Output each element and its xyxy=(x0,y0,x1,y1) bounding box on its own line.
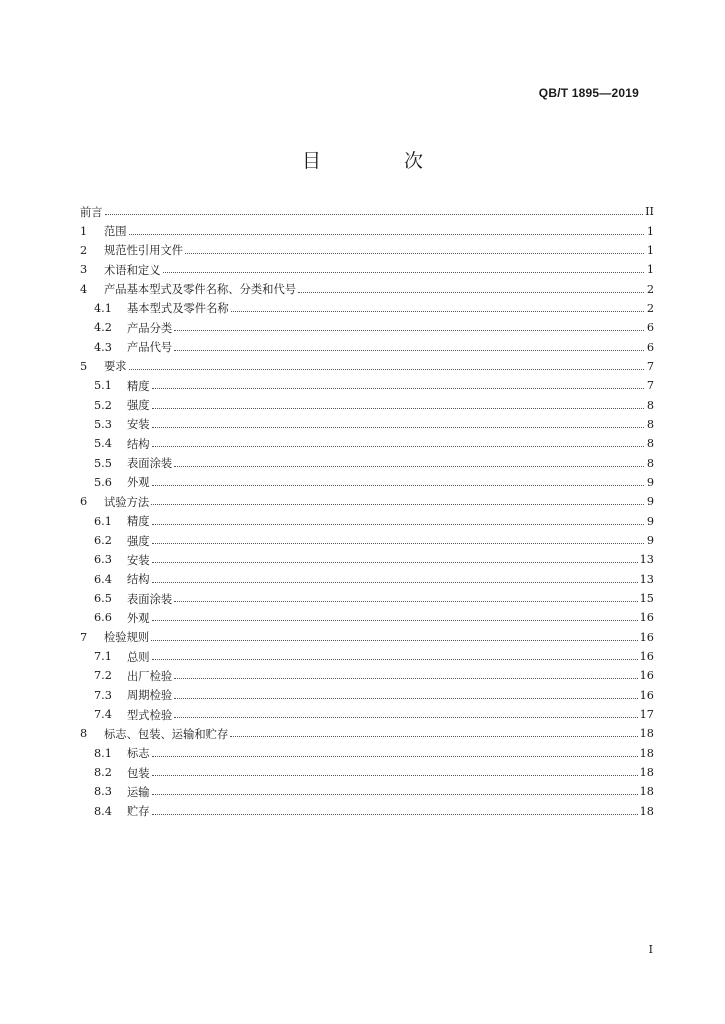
table-of-contents xyxy=(80,202,654,821)
toc-entry-page: 1 xyxy=(646,224,654,238)
dot-leader xyxy=(129,369,644,370)
toc-entry-number: 8.2 xyxy=(94,766,112,780)
toc-entry[interactable] xyxy=(80,589,654,608)
toc-entry-number: 6.5 xyxy=(94,592,112,606)
toc-entry-label: 安装 xyxy=(127,553,150,567)
toc-entry-number: 6.2 xyxy=(94,534,112,548)
toc-entry-label: 贮存 xyxy=(127,805,150,819)
toc-entry[interactable] xyxy=(80,299,654,318)
dot-leader xyxy=(152,620,638,621)
toc-entry-label: 总则 xyxy=(127,650,150,664)
toc-entry-label: 产品基本型式及零件名称、分类和代号 xyxy=(104,283,297,297)
toc-entry-page: 8 xyxy=(646,417,654,431)
toc-entry-label: 包装 xyxy=(127,766,150,780)
toc-entry-label: 基本型式及零件名称 xyxy=(127,302,229,316)
toc-entry[interactable] xyxy=(80,512,654,531)
toc-entry-number: 7.1 xyxy=(94,650,112,664)
toc-entry-number: 7.2 xyxy=(94,669,112,683)
toc-entry[interactable] xyxy=(80,376,654,395)
dot-leader xyxy=(174,330,644,331)
toc-entry-number: 7 xyxy=(80,630,88,644)
toc-entry-label: 强度 xyxy=(127,399,150,413)
dot-leader xyxy=(152,775,638,776)
toc-entry[interactable] xyxy=(80,260,654,279)
dot-leader xyxy=(151,504,644,505)
toc-entry-number: 1 xyxy=(80,224,88,238)
toc-entry[interactable] xyxy=(80,705,654,724)
page-title: 目 次 xyxy=(301,150,455,172)
toc-entry-page: 17 xyxy=(639,708,654,722)
toc-entry[interactable] xyxy=(80,473,654,492)
toc-entry-page: 2 xyxy=(646,282,654,296)
toc-entry[interactable] xyxy=(80,395,654,414)
toc-entry-number: 5.5 xyxy=(94,456,112,470)
toc-entry[interactable] xyxy=(80,221,654,240)
dot-leader xyxy=(105,214,643,215)
toc-entry-number: 6.4 xyxy=(94,572,112,586)
toc-entry[interactable] xyxy=(80,782,654,801)
toc-entry-label: 检验规则 xyxy=(104,631,150,645)
toc-entry[interactable] xyxy=(80,570,654,589)
toc-entry-number: 8.3 xyxy=(94,785,112,799)
toc-entry-page: 2 xyxy=(646,301,654,315)
toc-entry-number: 3 xyxy=(80,263,88,277)
toc-entry-page: 1 xyxy=(646,243,654,257)
dot-leader xyxy=(152,543,644,544)
dot-leader xyxy=(298,292,644,293)
toc-entry-number: 8 xyxy=(80,727,88,741)
toc-entry-page: 8 xyxy=(646,398,654,412)
toc-entry-label: 外观 xyxy=(127,476,150,490)
toc-entry-page: 18 xyxy=(639,746,654,760)
toc-entry-label: 精度 xyxy=(127,515,150,529)
toc-entry[interactable] xyxy=(80,744,654,763)
dot-leader xyxy=(151,640,637,641)
toc-entry-label: 周期检验 xyxy=(127,689,173,703)
toc-entry-number: 5.2 xyxy=(94,398,112,412)
toc-entry-label: 安装 xyxy=(127,418,150,432)
toc-entry-number: 7.4 xyxy=(94,708,112,722)
toc-entry-number: 6.1 xyxy=(94,514,112,528)
dot-leader xyxy=(152,756,638,757)
toc-entry-label: 范围 xyxy=(104,225,127,239)
toc-entry[interactable] xyxy=(80,337,654,356)
toc-entry-label: 产品分类 xyxy=(127,321,173,335)
dot-leader xyxy=(152,485,644,486)
toc-entry-page: 1 xyxy=(646,263,654,277)
toc-entry-label: 术语和定义 xyxy=(104,263,161,277)
dot-leader xyxy=(152,794,638,795)
toc-entry-page: 13 xyxy=(639,572,654,586)
toc-entry-page: 7 xyxy=(646,379,654,393)
toc-entry[interactable] xyxy=(80,724,654,743)
dot-leader xyxy=(152,524,644,525)
toc-entry[interactable] xyxy=(80,531,654,550)
toc-entry[interactable] xyxy=(80,279,654,298)
standard-code: QB/T 1895—2019 xyxy=(538,86,639,100)
dot-leader xyxy=(152,814,638,815)
toc-entry-label: 结构 xyxy=(127,573,150,587)
toc-entry-label: 试验方法 xyxy=(104,495,150,509)
toc-entry[interactable] xyxy=(80,357,654,376)
toc-entry[interactable] xyxy=(80,415,654,434)
dot-leader xyxy=(152,582,638,583)
toc-entry-page: 9 xyxy=(646,534,654,548)
toc-entry-number: 5.4 xyxy=(94,437,112,451)
toc-entry[interactable] xyxy=(80,318,654,337)
toc-entry-number: 8.1 xyxy=(94,746,112,760)
toc-entry[interactable] xyxy=(80,608,654,627)
toc-entry-label: 产品代号 xyxy=(127,341,173,355)
toc-entry-page: 6 xyxy=(646,321,654,335)
toc-entry[interactable] xyxy=(80,666,654,685)
toc-entry[interactable] xyxy=(80,550,654,569)
dot-leader xyxy=(174,717,637,718)
toc-entry-label: 表面涂装 xyxy=(127,457,173,471)
toc-entry[interactable] xyxy=(80,453,654,472)
toc-entry-label: 标志 xyxy=(127,747,150,761)
toc-entry-number: 2 xyxy=(80,243,88,257)
dot-leader xyxy=(174,466,644,467)
dot-leader xyxy=(152,388,644,389)
dot-leader xyxy=(231,311,644,312)
dot-leader xyxy=(152,408,644,409)
dot-leader xyxy=(230,736,637,737)
dot-leader xyxy=(152,446,644,447)
dot-leader xyxy=(185,253,644,254)
toc-entry-page: 9 xyxy=(646,495,654,509)
toc-entry[interactable] xyxy=(80,647,654,666)
dot-leader xyxy=(174,350,644,351)
toc-entry-page: 16 xyxy=(639,611,654,625)
toc-entry-label: 强度 xyxy=(127,534,150,548)
toc-entry-label: 要求 xyxy=(104,360,127,374)
toc-entry-number: 5.3 xyxy=(94,417,112,431)
dot-leader xyxy=(152,427,644,428)
toc-entry-number: 4.1 xyxy=(94,301,112,315)
toc-entry-page: 7 xyxy=(646,359,654,373)
toc-entry[interactable] xyxy=(80,628,654,647)
toc-entry-page: 18 xyxy=(639,804,654,818)
toc-entry-label: 外观 xyxy=(127,611,150,625)
toc-entry-label: 运输 xyxy=(127,785,150,799)
toc-entry[interactable] xyxy=(80,434,654,453)
toc-entry-label: 型式检验 xyxy=(127,708,173,722)
dot-leader xyxy=(174,601,637,602)
dot-leader xyxy=(152,659,638,660)
toc-entry-number: 6.6 xyxy=(94,611,112,625)
toc-entry-number: 6 xyxy=(80,495,88,509)
toc-entry-label: 规范性引用文件 xyxy=(104,244,184,258)
toc-entry-number: 7.3 xyxy=(94,688,112,702)
toc-entry-page: 6 xyxy=(646,340,654,354)
toc-entry-page: 16 xyxy=(639,650,654,664)
toc-entry[interactable] xyxy=(80,492,654,511)
toc-entry[interactable] xyxy=(80,241,654,260)
toc-entry-number: 6.3 xyxy=(94,553,112,567)
toc-entry-number: 8.4 xyxy=(94,804,112,818)
toc-entry-label: 结构 xyxy=(127,437,150,451)
dot-leader xyxy=(174,678,637,679)
toc-entry[interactable] xyxy=(80,686,654,705)
toc-entry-page: 18 xyxy=(639,727,654,741)
toc-entry-label: 前言 xyxy=(80,205,103,219)
toc-entry-page: 18 xyxy=(639,766,654,780)
toc-entry-label: 表面涂装 xyxy=(127,592,173,606)
dot-leader xyxy=(152,562,638,563)
toc-entry-page: II xyxy=(645,205,654,219)
toc-entry-number: 5.1 xyxy=(94,379,112,393)
toc-entry-page: 9 xyxy=(646,514,654,528)
toc-entry-page: 16 xyxy=(639,688,654,702)
toc-entry-page: 16 xyxy=(639,669,654,683)
toc-entry-number: 5.6 xyxy=(94,475,112,489)
toc-entry[interactable] xyxy=(80,763,654,782)
toc-entry-number: 4.2 xyxy=(94,321,112,335)
dot-leader xyxy=(174,698,637,699)
toc-entry-page: 9 xyxy=(646,475,654,489)
dot-leader xyxy=(129,234,644,235)
toc-entry-label: 精度 xyxy=(127,379,150,393)
page-number: I xyxy=(648,943,653,956)
toc-entry[interactable] xyxy=(80,202,654,221)
toc-entry-page: 16 xyxy=(639,630,654,644)
toc-entry-label: 出厂检验 xyxy=(127,669,173,683)
toc-entry-page: 13 xyxy=(639,553,654,567)
toc-entry-number: 5 xyxy=(80,359,88,373)
toc-entry-page: 8 xyxy=(646,456,654,470)
toc-entry-number: 4.3 xyxy=(94,340,112,354)
toc-entry-page: 15 xyxy=(639,592,654,606)
toc-entry-page: 18 xyxy=(639,785,654,799)
toc-entry-page: 8 xyxy=(646,437,654,451)
toc-entry-label: 标志、包装、运输和贮存 xyxy=(104,727,229,741)
toc-entry[interactable] xyxy=(80,802,654,821)
toc-entry-number: 4 xyxy=(80,282,88,296)
dot-leader xyxy=(163,272,645,273)
